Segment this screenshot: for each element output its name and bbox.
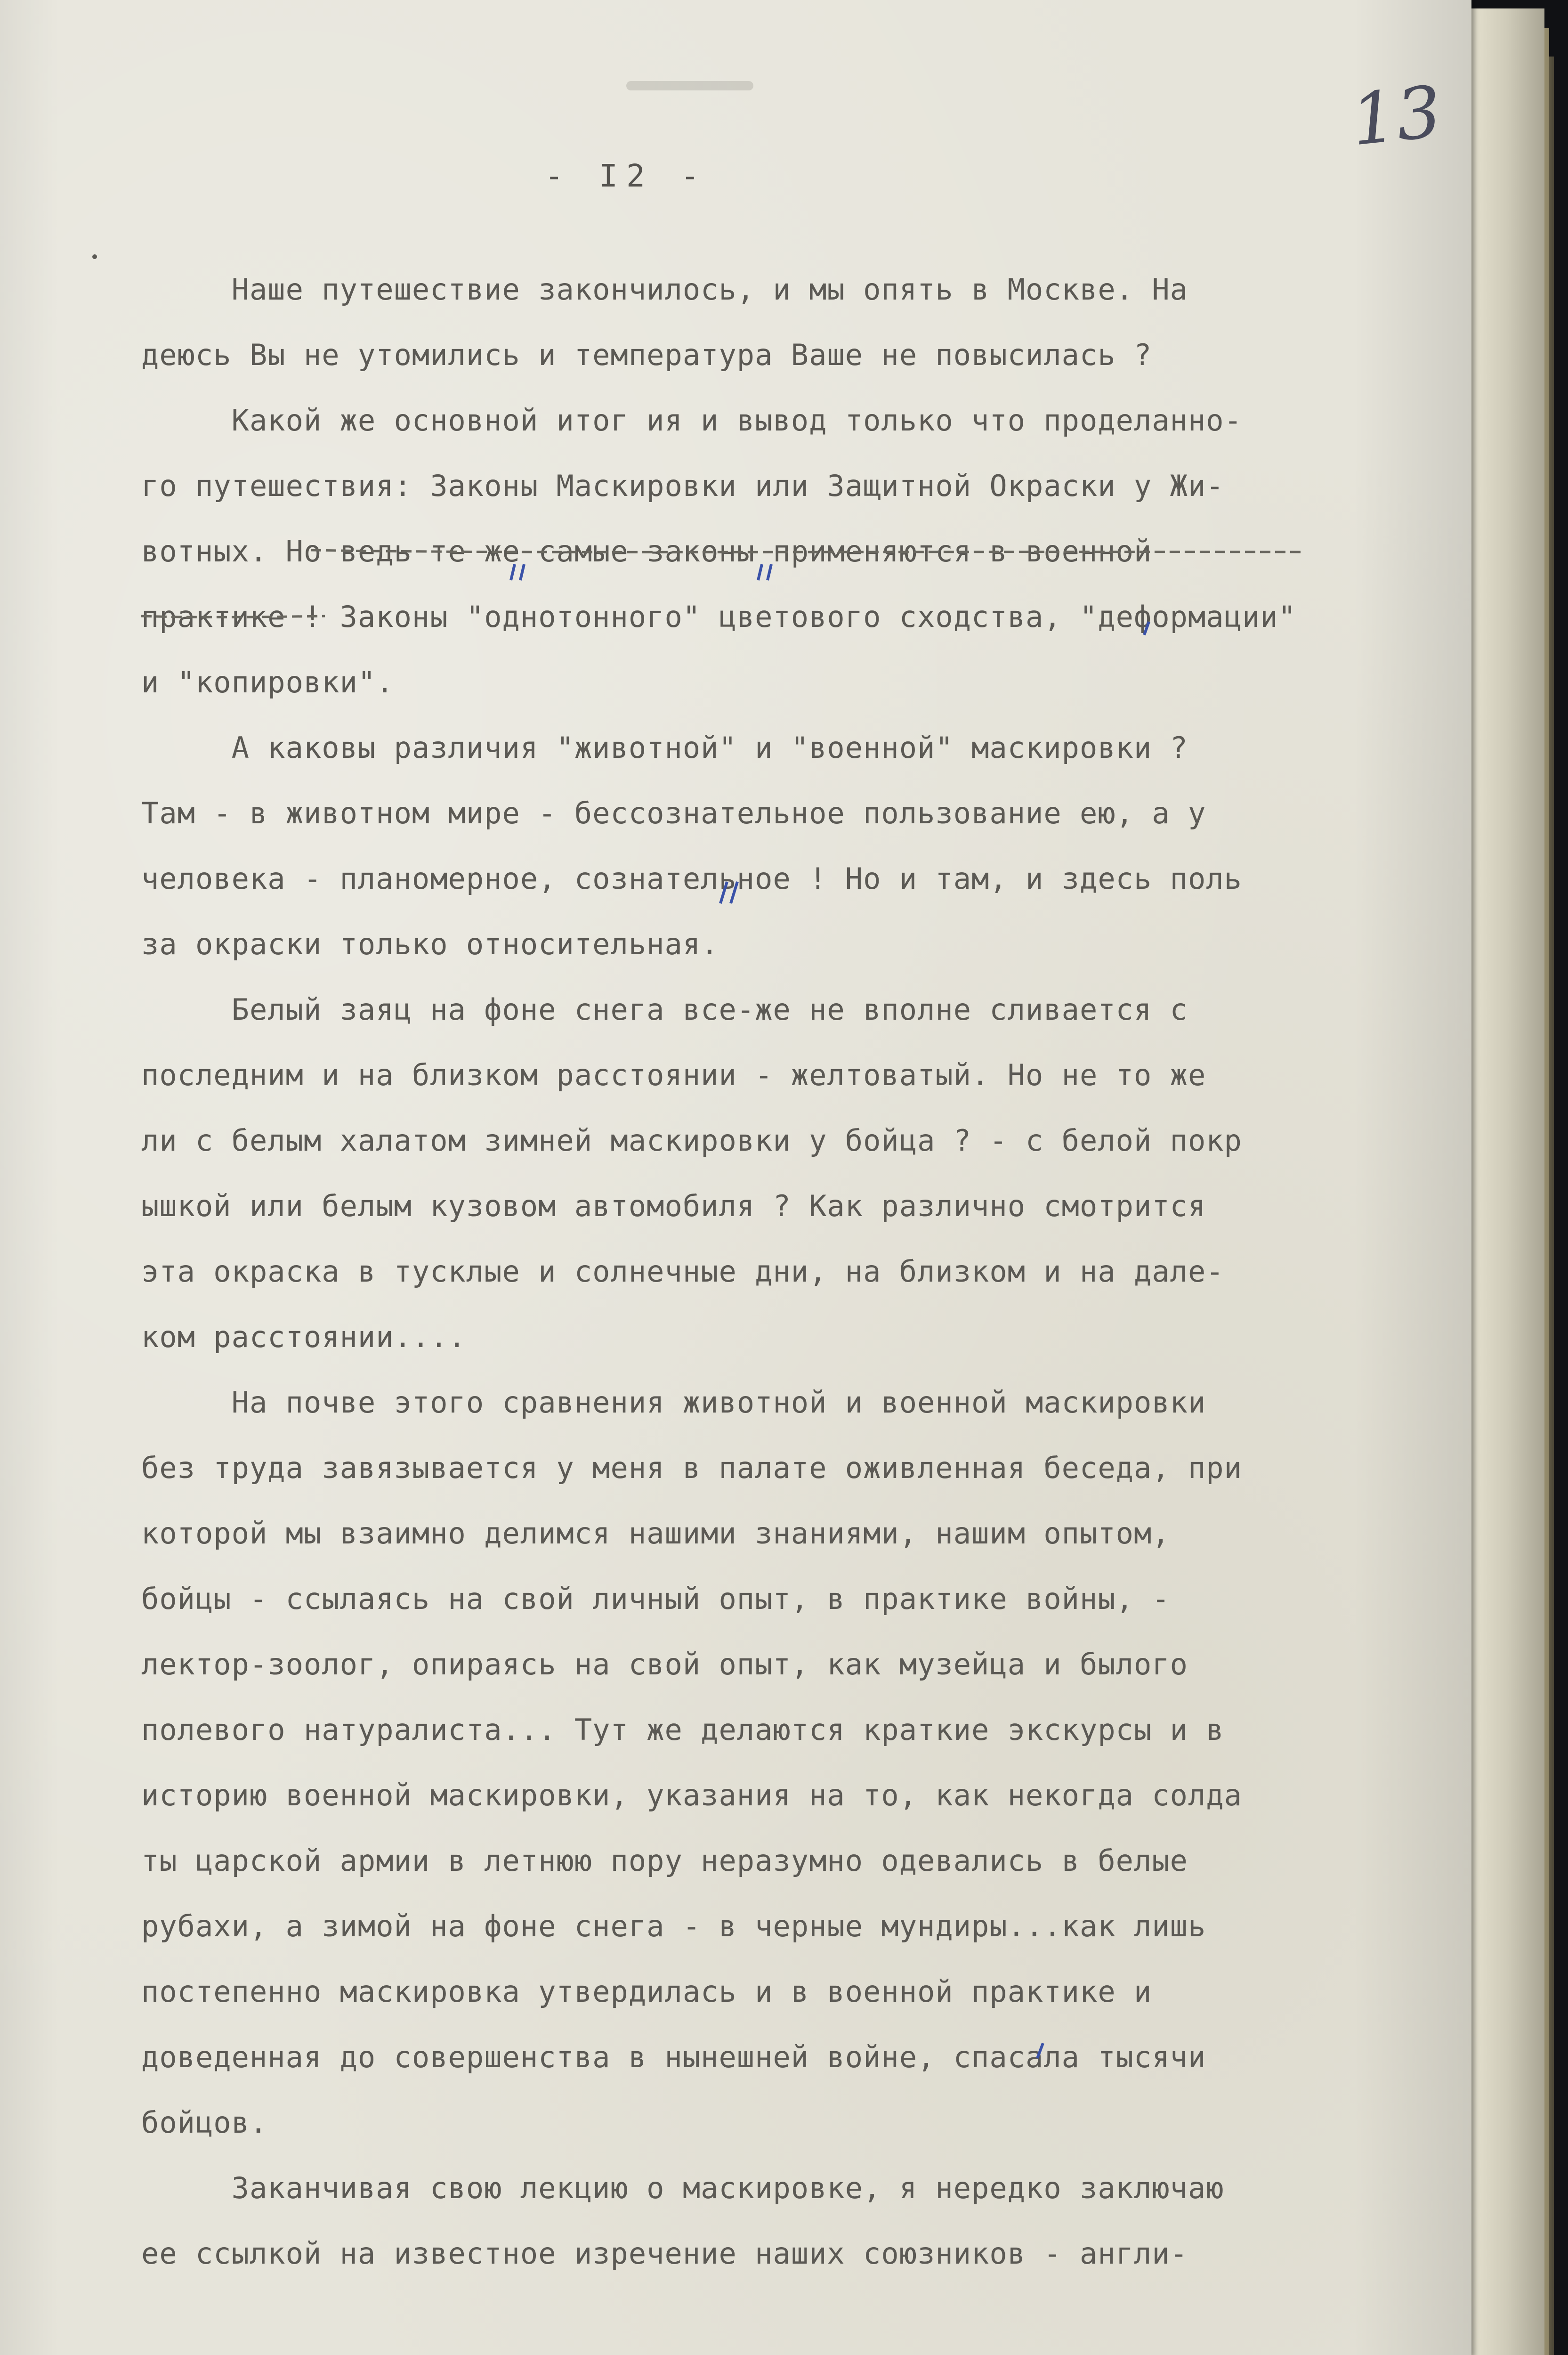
text-line: На почве этого сравнения животной и военной маскировки xyxy=(141,1385,1206,1420)
text-line: рубахи, а зимой на фоне снега - в черные мундиры...как лишь xyxy=(141,1909,1206,1943)
text-line: эта окраска в тусклые и солнечные дни, на близком и на дале- xyxy=(141,1254,1224,1289)
paper-smudge xyxy=(626,81,753,90)
text-line: ее ссылкой на известное изречение наших союзников - англи- xyxy=(141,2236,1188,2271)
text-line: вотных. Но ведь те же самые законы применяются в военной xyxy=(141,534,1152,568)
text-line: человека - планомерное, сознательное ! Но и там, и здесь поль xyxy=(141,861,1242,896)
text-line: лектор-зоолог, опираясь на свой опыт, как музейца и былого xyxy=(141,1647,1188,1681)
text-line: ли с белым халатом зимней маскировки у бойца ? - с белой покр xyxy=(141,1123,1242,1158)
text-line: без труда завязывается у меня в палате оживленная беседа, при xyxy=(141,1451,1242,1485)
text-line: А каковы различия "животной" и "военной" маскировки ? xyxy=(141,731,1188,765)
ink-dot xyxy=(92,254,97,259)
text-line: Белый заяц на фоне снега все-же не вполне сливается с xyxy=(141,992,1188,1027)
text-line: доведенная до совершенства в нынешней войне, спасала тысячи xyxy=(141,2040,1206,2074)
text-line: практике ! Законы "однотонного" цветового сходства, "деформации" xyxy=(141,600,1296,634)
text-line: ком расстоянии.... xyxy=(141,1320,466,1354)
text-line: которой мы взаимно делимся нашими знаниями, нашим опытом, xyxy=(141,1516,1170,1551)
text-line: и "копировки". xyxy=(141,665,394,699)
text-line: Там - в животном мире - бессознательное пользование ею, а у xyxy=(141,796,1206,830)
text-line: Какой же основной итог ия и вывод только что проделанно- xyxy=(141,403,1242,438)
body-text xyxy=(141,257,1422,2286)
text-line: историю военной маскировки, указания на то, как некогда солда xyxy=(141,1778,1242,1812)
text-line: полевого натуралиста... Тут же делаются краткие экскурсы и в xyxy=(141,1713,1224,1747)
text-line: последним и на близком расстоянии - желтоватый. Но не то же xyxy=(141,1058,1206,1092)
text-line: ты царской армии в летнюю пору неразумно одевались в белые xyxy=(141,1843,1188,1878)
text-line: Наше путешествие закончилось, и мы опять в Москве. На xyxy=(141,272,1188,307)
text-line: деюсь Вы не утомились и температура Ваше не повысилась ? xyxy=(141,338,1152,372)
page-number: - I2 - xyxy=(544,158,708,194)
text-line: Заканчивая свою лекцию о маскировке, я нередко заключаю xyxy=(141,2171,1224,2205)
text-line: ышкой или белым кузовом автомобиля ? Как различно смотрится xyxy=(141,1189,1206,1223)
text-line: постепенно маскировка утвердилась и в военной практике и xyxy=(141,1974,1152,2009)
text-line: бойцы - ссылаясь на свой личный опыт, в практике войны, - xyxy=(141,1582,1170,1616)
text-line: бойцов. xyxy=(141,2105,268,2140)
handwritten-archive-number: 13 xyxy=(1347,71,1446,162)
text-line: го путешествия: Законы Маскировки или Защитной Окраски у Жи- xyxy=(141,469,1224,503)
text-line: за окраски только относительная. xyxy=(141,927,719,961)
